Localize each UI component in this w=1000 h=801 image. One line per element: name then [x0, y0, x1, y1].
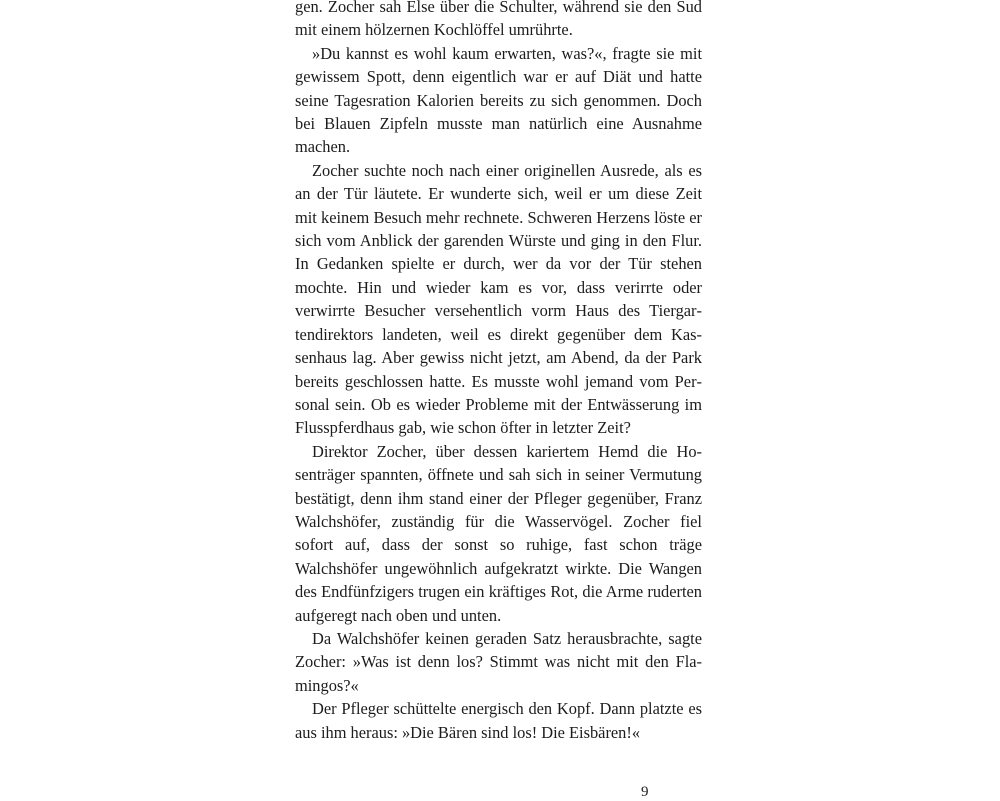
paragraph-2: »Du kannst es wohl kaum erwarten, was?«, fragte sie mit gewissem Spott, denn eigentlich war er auf Diät und hatte seine Tagesration Kalorien bereits zu sich genommen. Doch bei Blauen Zipfeln musste man natürlich eine Ausnahme machen. — [295, 43, 702, 157]
paragraph-6: Der Pfleger schüttelte energisch den Kopf. Dann platzte es aus ihm heraus: »Die Bären sind los! Die Eisbären!« — [295, 699, 702, 742]
paragraph-5: Da Walchshöfer keinen geraden Satz herausbrachte, sagte Zocher: »Was ist denn los? Stimmt was nicht mit den Flamingos?« — [295, 628, 702, 695]
paragraph-4: Direktor Zocher, über dessen kariertem Hemd die Hosenträger spannten, öffnete und sah sich in seiner Vermutung bestätigt, denn ihm stand einer der Pfleger gegenüber, Franz Walchshöfer, zuständig für die Wasservögel. Zocher fiel sofort auf, dass der sonst so ruhige, fast schon träge Walchshöfer ungewöhnlich aufgekratzt wirkte. Die Wangen des Endfünfzigers trugen ein kräftiges Rot, die Arme ruderten aufgeregt nach oben und unten. — [295, 441, 702, 625]
paragraph-1: gen. Zocher sah Else über die Schulter, während sie den Sud mit einem hölzernen Kochlöffel umrührte. — [295, 0, 702, 40]
paragraph-3: Zocher suchte noch nach einer originellen Ausrede, als es an der Tür läutete. Er wunderte sich, weil er um diese Zeit mit keinem Besuch mehr rechnete. Schweren Herzens löste er sich vom Anblick der garenden Würste und ging in den Flur. In Gedanken spielte er durch, wer da vor der Tür stehen mochte. Hin und wieder kam es vor, dass verirrte oder verwirrte Besucher versehentlich vorm Haus des Tiergartendirektors landeten, weil es direkt gegenüber dem Kassenhaus lag. Aber gewiss nicht jetzt, am Abend, da der Park bereits geschlossen hatte. Es musste wohl jemand vom Personal sein. Ob es wieder Probleme mit der Entwässerung im Flusspferdhaus gab, wie schon öfter in letzter Zeit? — [295, 160, 702, 438]
page-number: 9 — [641, 784, 649, 800]
text-column — [295, 0, 702, 744]
